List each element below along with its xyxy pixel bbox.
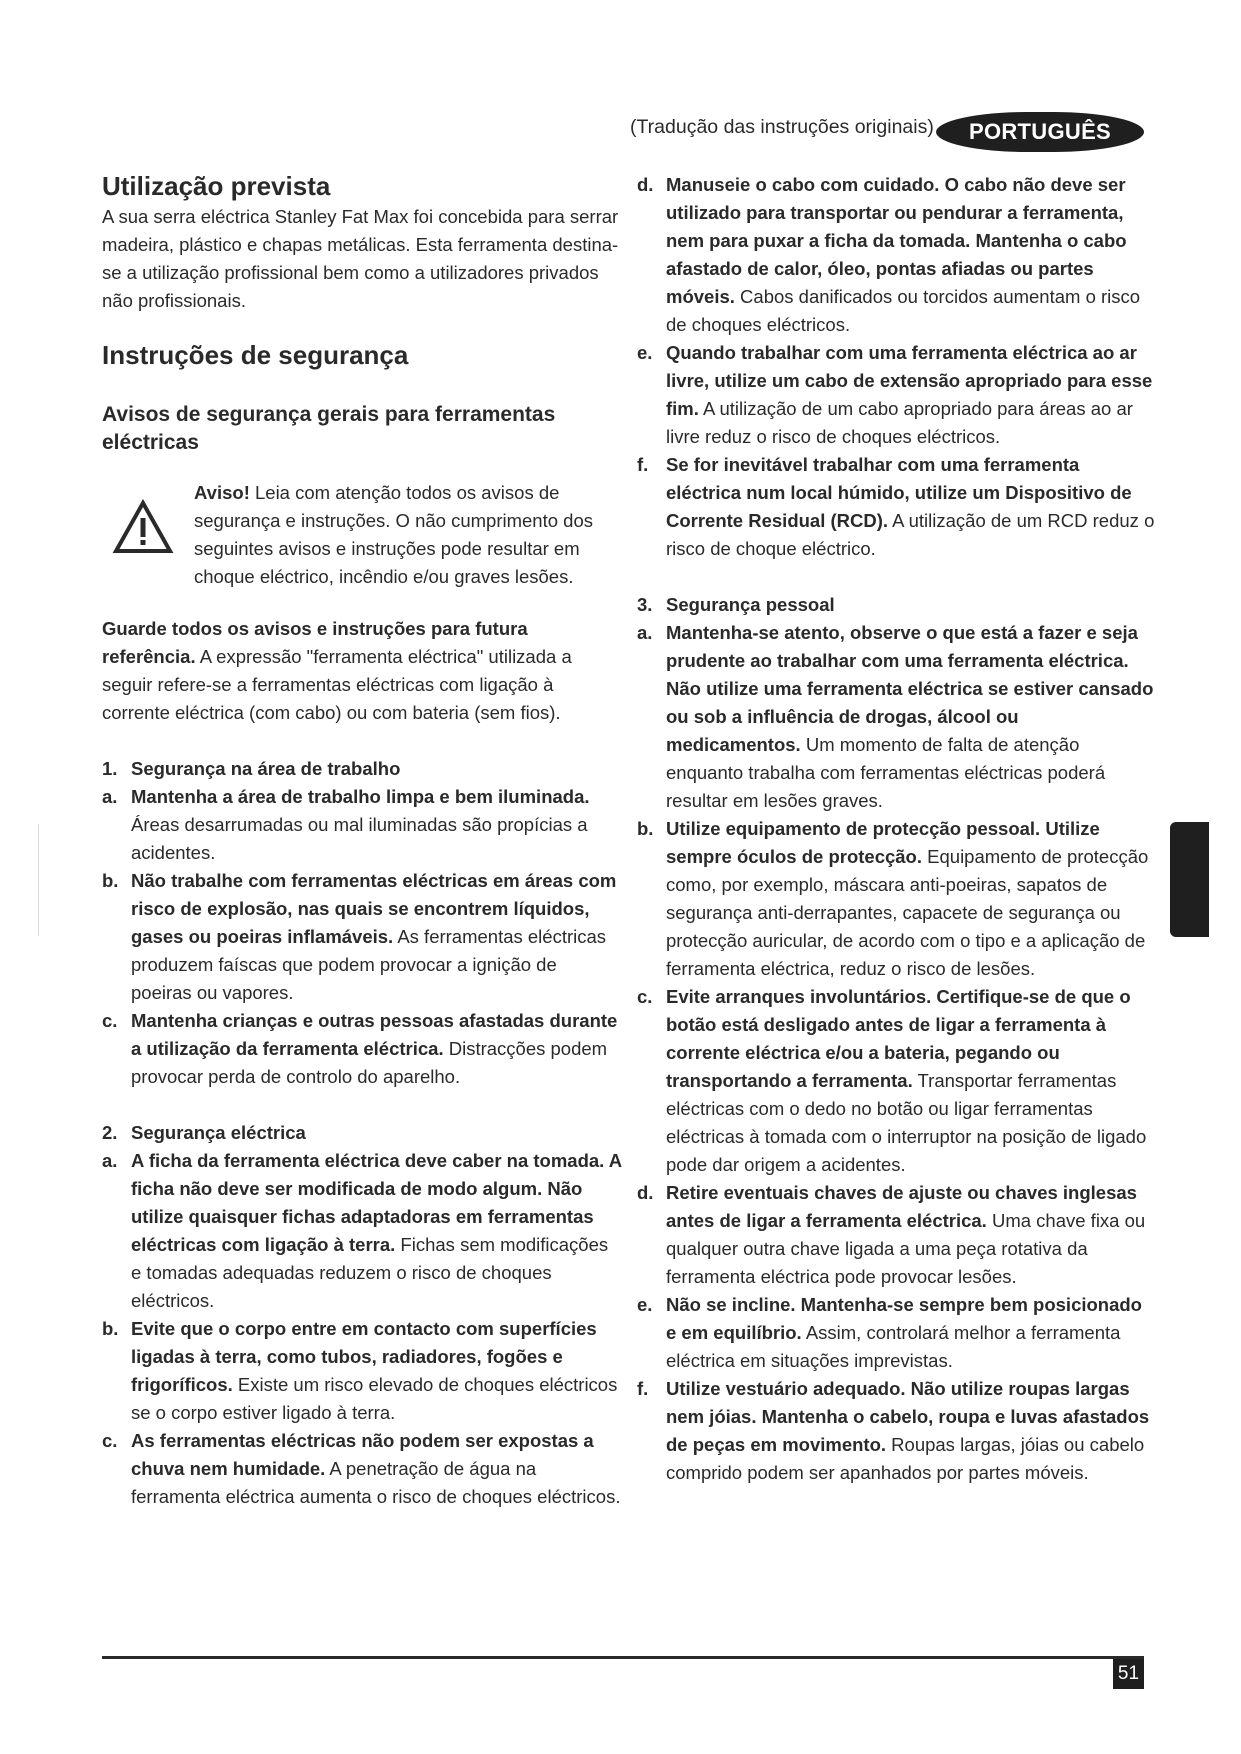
item-label: f. bbox=[637, 1378, 649, 1399]
list-item bbox=[102, 1147, 622, 1315]
section-2-number: 2. bbox=[102, 1122, 118, 1143]
item-label: f. bbox=[637, 454, 649, 475]
item-label: a. bbox=[102, 1150, 118, 1171]
item-text: Fichas sem modificações e tomadas adequadas reduzem o risco de choques eléctricos. bbox=[131, 1234, 609, 1311]
item-text: Existe um risco elevado de choques eléctricos se o corpo estiver ligado à terra. bbox=[131, 1374, 618, 1423]
section-thumb-tab bbox=[1170, 822, 1209, 937]
item-bold: Não trabalhe com ferramentas eléctricas em áreas com risco de explosão, nas quais se encontrem líquidos, gases ou poeiras inflamáveis. bbox=[131, 870, 617, 947]
list-item bbox=[637, 1375, 1155, 1487]
warning-triangle-icon bbox=[112, 499, 174, 555]
item-text: Transportar ferramentas eléctricas com o dedo no botão ou ligar ferramentas eléctricas à tomada com o interruptor na posição de ligado pode dar origem a acidentes. bbox=[666, 1070, 1147, 1175]
item-bold: Mantenha-se atento, observe o que está a fazer e seja prudente ao trabalhar com uma ferramenta eléctrica. Não utilize uma ferramenta eléctrica se estiver cansado ou sob a influência de drogas, álcool ou medicamentos. bbox=[666, 622, 1154, 755]
list-item bbox=[102, 783, 622, 867]
keep-body: A expressão "ferramenta eléctrica" utilizada a seguir refere-se a ferramentas eléctricas com ligação à corrente eléctrica (com cabo) ou com bateria (sem fios). bbox=[102, 646, 572, 723]
item-label: b. bbox=[637, 818, 654, 839]
item-text: A utilização de um RCD reduz o risco de choque eléctrico. bbox=[666, 510, 1155, 559]
item-text: Cabos danificados ou torcidos aumentam o risco de choques eléctricos. bbox=[666, 286, 1141, 335]
item-text: Equipamento de protecção como, por exemplo, máscara anti-poeiras, sapatos de segurança anti-derrapantes, capacete de segurança ou protecção auricular, de acordo com o tipo e a aplicação de ferramenta eléctrica, reduz o risco de lesões. bbox=[666, 846, 1149, 979]
right-column bbox=[637, 171, 1155, 1487]
item-bold: Mantenha crianças e outras pessoas afastadas durante a utilização da ferramenta eléctrica. bbox=[131, 1010, 618, 1059]
warning-body: Leia com atenção todos os avisos de segurança e instruções. O não cumprimento dos seguintes avisos e instruções pode resultar em choque eléctrico, incêndio e/ou graves lesões. bbox=[194, 482, 593, 587]
list-item bbox=[637, 451, 1155, 563]
item-bold: Utilize equipamento de protecção pessoal. Utilize sempre óculos de protecção. bbox=[666, 818, 1100, 867]
item-bold: Quando trabalhar com uma ferramenta eléctrica ao ar livre, utilize um cabo de extensão apropriado para esse fim. bbox=[666, 342, 1153, 419]
item-text: Um momento de falta de atenção enquanto trabalha com ferramentas eléctricas poderá resultar em lesões graves. bbox=[666, 734, 1106, 811]
list-item bbox=[102, 1007, 622, 1091]
safety-title: Instruções de segurança bbox=[102, 340, 409, 370]
item-bold: Mantenha a área de trabalho limpa e bem iluminada. bbox=[131, 786, 590, 807]
item-text: Assim, controlará melhor a ferramenta eléctrica em situações imprevistas. bbox=[666, 1322, 1121, 1371]
page-number: 51 bbox=[1113, 1659, 1144, 1689]
item-text: Distracções podem provocar perda de controlo do aparelho. bbox=[131, 1038, 608, 1087]
section-2-title: Segurança eléctrica bbox=[131, 1122, 306, 1143]
item-label: b. bbox=[102, 1318, 119, 1339]
list-item bbox=[637, 1179, 1155, 1291]
item-bold: Evite que o corpo entre em contacto com superfícies ligadas à terra, como tubos, radiadores, fogões e frigoríficos. bbox=[131, 1318, 597, 1395]
item-bold: Se for inevitável trabalhar com uma ferramenta eléctrica num local húmido, utilize um Dispositivo de Corrente Residual (RCD). bbox=[666, 454, 1132, 531]
list-item bbox=[102, 1427, 622, 1511]
list-item bbox=[637, 815, 1155, 983]
item-bold: Utilize vestuário adequado. Não utilize roupas largas nem jóias. Mantenha o cabelo, roupa e luvas afastados de peças em movimento. bbox=[666, 1378, 1150, 1455]
section-1-number: 1. bbox=[102, 758, 118, 779]
item-text: As ferramentas eléctricas produzem faíscas que podem provocar a ignição de poeiras ou vapores. bbox=[131, 926, 607, 1003]
item-text: A penetração de água na ferramenta eléctrica aumenta o risco de choques eléctricos. bbox=[131, 1458, 621, 1507]
section-3-title: Segurança pessoal bbox=[666, 594, 835, 615]
list-item bbox=[637, 1291, 1155, 1375]
item-text: Roupas largas, jóias ou cabelo comprido podem ser apanhados por partes móveis. bbox=[666, 1434, 1145, 1483]
item-bold: Retire eventuais chaves de ajuste ou chaves inglesas antes de ligar a ferramenta eléctrica. bbox=[666, 1182, 1137, 1231]
language-badge: PORTUGUÊS bbox=[936, 112, 1144, 152]
item-bold: A ficha da ferramenta eléctrica deve caber na tomada. A ficha não deve ser modificada de modo algum. Não utilize quaisquer fichas adaptadoras em ferramentas eléctricas com ligação à terra. bbox=[131, 1150, 622, 1255]
list-item bbox=[637, 983, 1155, 1179]
general-warnings-title: Avisos de segurança gerais para ferramentas eléctricas bbox=[102, 403, 556, 454]
footer-rule bbox=[102, 1656, 1144, 1659]
intended-use-text: A sua serra eléctrica Stanley Fat Max foi concebida para serrar madeira, plástico e chapas metálicas. Esta ferramenta destina-se a utilização profissional bem como a utilizadores privados não profissionais. bbox=[102, 206, 619, 311]
item-text: Uma chave fixa ou qualquer outra chave ligada a uma peça rotativa da ferramenta eléctrica pode provocar lesões. bbox=[666, 1210, 1146, 1287]
section-1-title: Segurança na área de trabalho bbox=[131, 758, 401, 779]
item-label: a. bbox=[637, 622, 653, 643]
item-label: e. bbox=[637, 1294, 653, 1315]
warning-block bbox=[102, 479, 622, 591]
warning-bold: Aviso! bbox=[194, 482, 250, 503]
item-bold: Não se incline. Mantenha-se sempre bem posicionado e em equilíbrio. bbox=[666, 1294, 1142, 1343]
list-item bbox=[637, 619, 1155, 815]
item-bold: As ferramentas eléctricas não podem ser expostas a chuva nem humidade. bbox=[131, 1430, 594, 1479]
item-label: d. bbox=[637, 1182, 654, 1203]
section-3-heading bbox=[637, 591, 1155, 619]
keep-bold: Guarde todos os avisos e instruções para futura referência. bbox=[102, 618, 528, 667]
item-label: a. bbox=[102, 786, 118, 807]
margin-mark bbox=[38, 824, 39, 936]
section-1-heading bbox=[102, 755, 622, 783]
item-bold: Evite arranques involuntários. Certifique-se de que o botão está desligado antes de ligar a ferramenta à corrente eléctrica e/ou a bateria, pegando ou transportando a ferramenta. bbox=[666, 986, 1131, 1091]
left-column bbox=[102, 170, 622, 1511]
item-label: e. bbox=[637, 342, 653, 363]
item-label: c. bbox=[102, 1010, 118, 1031]
header-subtitle: (Tradução das instruções originais) bbox=[630, 116, 934, 138]
list-item bbox=[637, 171, 1155, 339]
section-2-heading bbox=[102, 1119, 622, 1147]
item-label: c. bbox=[102, 1430, 118, 1451]
list-item bbox=[637, 339, 1155, 451]
item-text: A utilização de um cabo apropriado para áreas ao ar livre reduz o risco de choques eléctricos. bbox=[666, 398, 1133, 447]
keep-instructions bbox=[102, 615, 622, 727]
warning-text bbox=[194, 479, 594, 591]
intended-use-title: Utilização prevista bbox=[102, 171, 331, 201]
list-item bbox=[102, 867, 622, 1007]
item-bold: Manuseie o cabo com cuidado. O cabo não deve ser utilizado para transportar ou pendurar a ferramenta, nem para puxar a ficha da tomada. Mantenha o cabo afastado de calor, óleo, pontas afiadas ou partes móveis. bbox=[666, 174, 1127, 307]
list-item bbox=[102, 1315, 622, 1427]
item-label: b. bbox=[102, 870, 119, 891]
item-text: Áreas desarrumadas ou mal iluminadas são propícias a acidentes. bbox=[131, 814, 588, 863]
item-label: d. bbox=[637, 174, 654, 195]
item-label: c. bbox=[637, 986, 653, 1007]
section-3-number: 3. bbox=[637, 594, 653, 615]
